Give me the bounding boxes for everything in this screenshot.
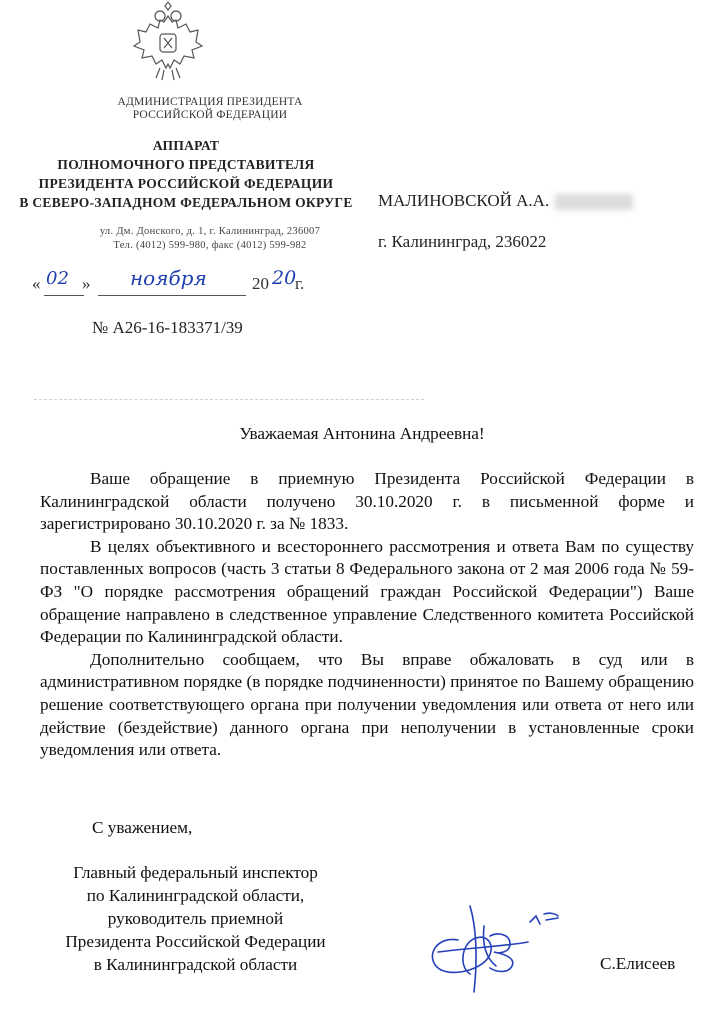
- month-underline: [98, 295, 246, 296]
- date-row: [32, 266, 332, 302]
- date-year-suffix: 20: [272, 267, 297, 289]
- state-emblem: [120, 2, 216, 84]
- handwritten-signature: [418, 896, 578, 996]
- date-close-quote: »: [82, 274, 91, 293]
- greeting: Уважаемая Антонина Андреевна!: [239, 424, 485, 443]
- recipient-name: МАЛИНОВСКОЙ А.А.: [378, 191, 550, 210]
- office-line-2: ПОЛНОМОЧНОГО ПРЕДСТАВИТЕЛЯ: [57, 157, 315, 172]
- phone-line: Тел. (4012) 599-980, факс (4012) 599-982: [113, 240, 307, 251]
- office-line-4: В СЕВЕРО-ЗАПАДНОМ ФЕДЕРАЛЬНОМ ОКРУГЕ: [19, 195, 353, 210]
- signatory-title-3: руководитель приемной: [107, 909, 284, 928]
- letter-body: [40, 468, 694, 762]
- body-paragraph-1: Ваше обращение в приемную Президента Российской Федерации в Калининградской области получено 30.10.2020 г. в письменной форме и зарегистрировано 30.10.2020 г. за № 1833.: [40, 469, 694, 534]
- date-day: 02: [46, 268, 69, 289]
- day-underline: [44, 295, 84, 296]
- recipient-city: г. Калининград, 236022: [378, 232, 547, 251]
- date-year-prefix: 20: [252, 274, 269, 293]
- recipient-name-row: [378, 191, 633, 211]
- body-paragraph-3: Дополнительно сообщаем, что Вы вправе обжаловать в суд или в административном порядке (в порядке подчиненности) принятое по Вашему обращению решение соответствующего органа при получении уведомления или ответа от него или действие (бездействие) данного органа при неполучении в установленные сроки уведомления или ответа.: [40, 649, 694, 760]
- office-line-3: ПРЕЗИДЕНТА РОССИЙСКОЙ ФЕДЕРАЦИИ: [38, 176, 334, 191]
- admin-line-2: РОССИЙСКОЙ ФЕДЕРАЦИИ: [132, 109, 288, 121]
- office-line-1: АППАРАТ: [152, 138, 220, 153]
- separator-line: [34, 399, 424, 400]
- admin-line-1: АДМИНИСТРАЦИЯ ПРЕЗИДЕНТА: [117, 96, 303, 108]
- signatory-title-2: по Калининградской области,: [86, 886, 305, 905]
- reference-number: № А26-16-183371/39: [92, 318, 243, 337]
- date-open-quote: «: [32, 274, 41, 293]
- body-paragraph-2: В целях объективного и всестороннего рассмотрения и ответа Вам по существу поставленных вопросов (часть 3 статьи 8 Федерального закона от 2 мая 2006 года № 59-ФЗ "О порядке рассмотрения обращений граждан Российской Федерации") Ваше обращение направлено в следственное управление Следственного комитета Российской Федерации по Калининградской области.: [40, 536, 694, 647]
- signatory-title-1: Главный федеральный инспектор: [73, 863, 318, 882]
- date-year-unit: г.: [295, 274, 305, 293]
- signatory-title-4: Президента Российской Федерации: [65, 932, 326, 951]
- closing: С уважением,: [92, 818, 193, 837]
- signatory-title-5: в Калининградской области: [93, 955, 298, 974]
- signatory-name: С.Елисеев: [600, 954, 676, 973]
- date-month: ноября: [130, 266, 207, 290]
- address-line: ул. Дм. Донского, д. 1, г. Калининград, 236007: [99, 226, 321, 237]
- redacted-block: [555, 194, 633, 210]
